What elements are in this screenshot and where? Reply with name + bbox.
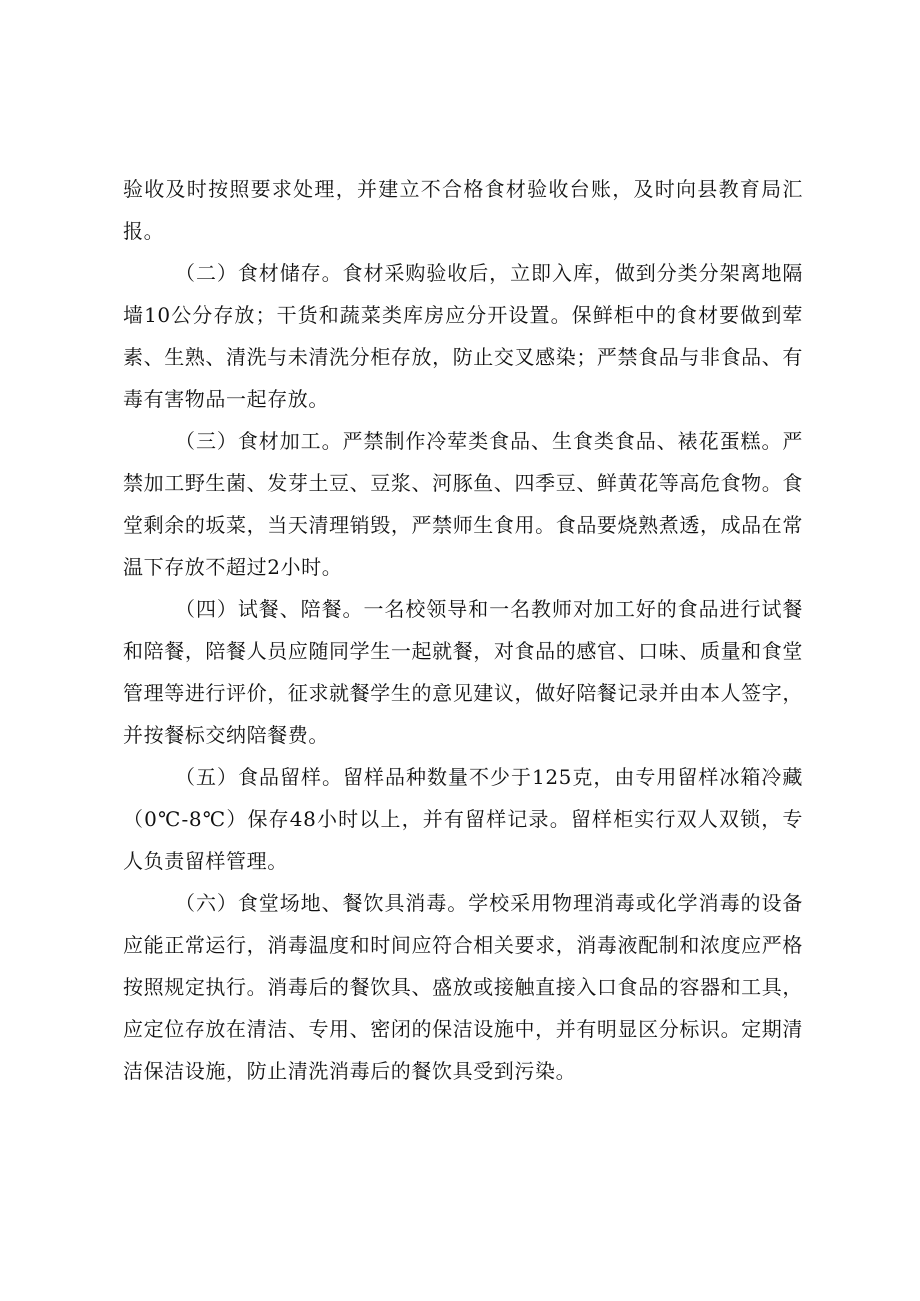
paragraph-food-storage: （二）食材储存。食材采购验收后，立即入库，做到分类分架离地隔墙10公分存放；干货和蔬菜类库房应分开设置。保鲜柜中的食材要做到荤素、生熟、清洗与未清洗分柜存放，防止交叉感染；严禁食品与非食品、有毒有害物品一起存放。: [123, 261, 803, 411]
paragraph-disinfection: （六）食堂场地、餐饮具消毒。学校采用物理消毒或化学消毒的设备应能正常运行，消毒温度和时间应符合相关要求，消毒液配制和浓度应严格按照规定执行。消毒后的餐饮具、盛放或接触直接入口食品的容器和工具，应定位存放在清洁、专用、密闭的保洁设施中，并有明显区分标识。定期清洁保洁设施，防止清洗消毒后的餐饮具受到污染。: [123, 891, 803, 1083]
paragraph-acceptance-continued: 验收及时按照要求处理，并建立不合格食材验收台账，及时向县教育局汇报。: [123, 177, 803, 243]
document-body: [123, 168, 803, 1092]
paragraph-trial-meal: （四）试餐、陪餐。一名校领导和一名教师对加工好的食品进行试餐和陪餐，陪餐人员应随同学生一起就餐，对食品的感官、口味、质量和食堂管理等进行评价，征求就餐学生的意见建议，做好陪餐记录并由本人签字，并按餐标交纳陪餐费。: [123, 597, 803, 747]
paragraph-food-sampling: （五）食品留样。留样品种数量不少于125克，由专用留样冰箱冷藏（0℃-8℃）保存48小时以上，并有留样记录。留样柜实行双人双锁，专人负责留样管理。: [123, 765, 803, 873]
paragraph-food-processing: （三）食材加工。严禁制作冷荤类食品、生食类食品、裱花蛋糕。严禁加工野生菌、发芽土豆、豆浆、河豚鱼、四季豆、鲜黄花等高危食物。食堂剩余的坂菜，当天清理销毁，严禁师生食用。食品要烧熟煮透，成品在常温下存放不超过2小时。: [123, 429, 803, 579]
